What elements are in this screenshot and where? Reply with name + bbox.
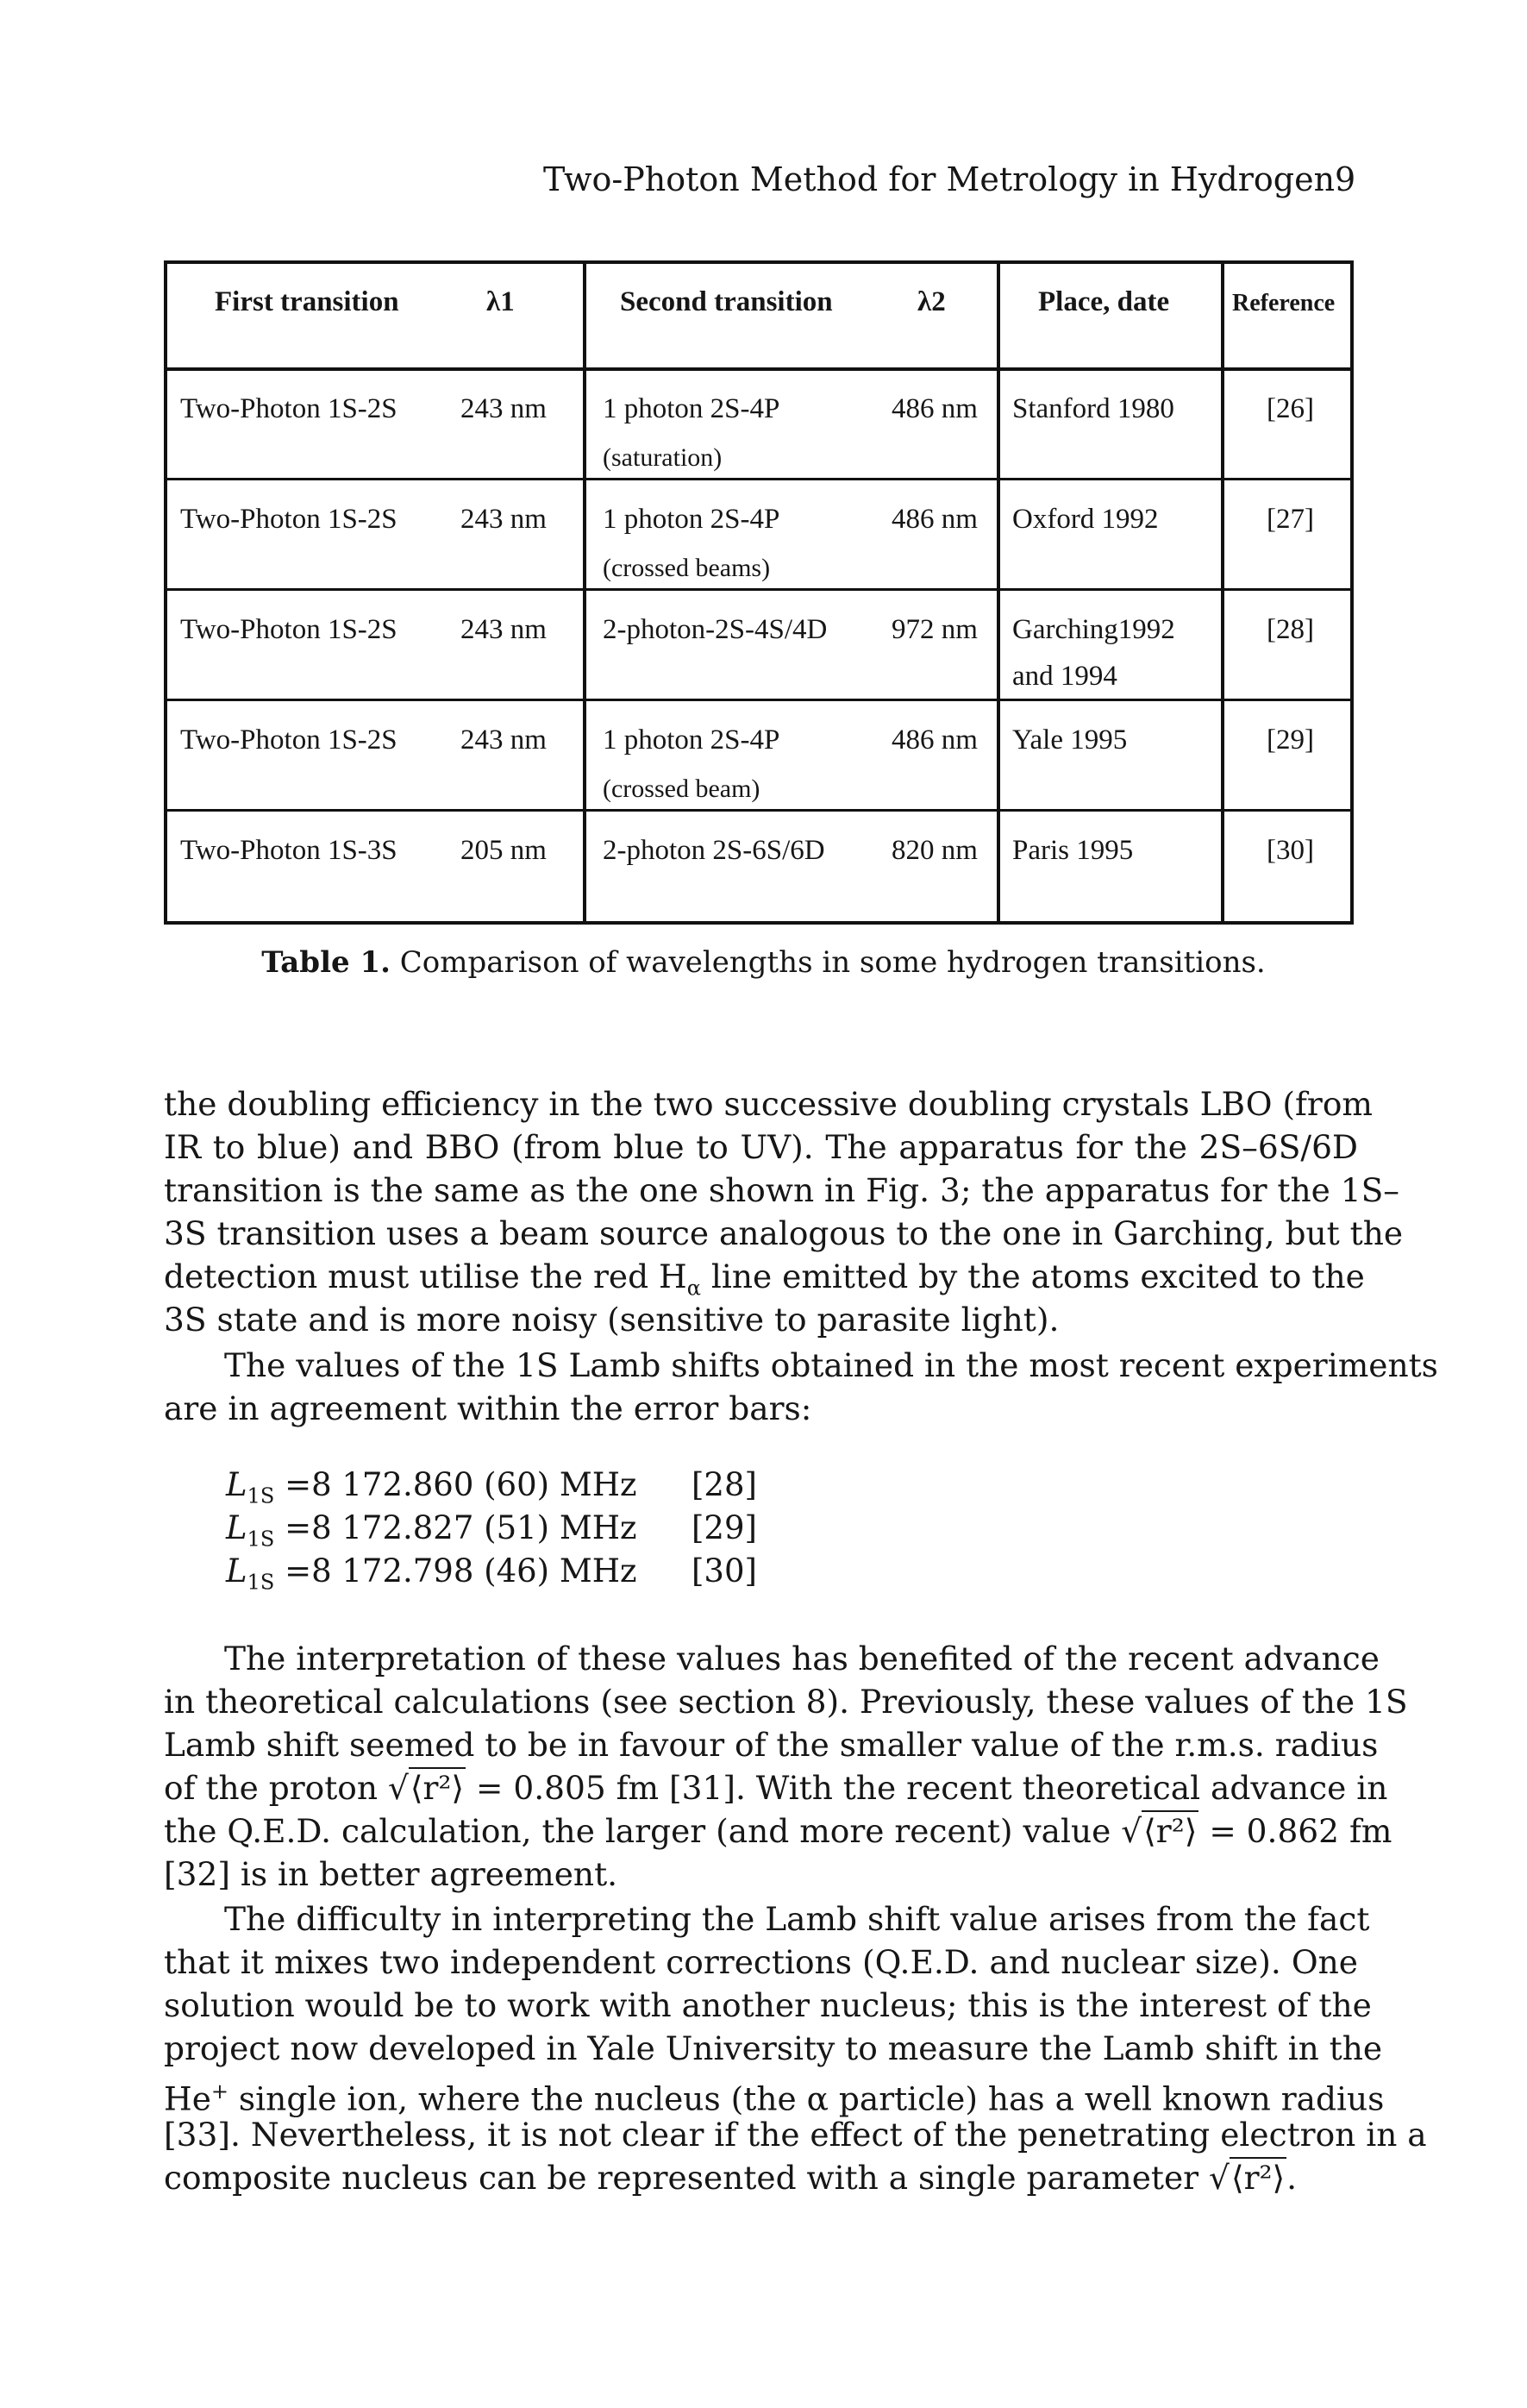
text-line: solution would be to work with another nucleus; this is the interest of the — [164, 1986, 1372, 2024]
rms-radius-symbol: ⟨r²⟩ — [1143, 1812, 1198, 1850]
subscript: α — [686, 1276, 701, 1301]
cell-first: Two-Photon 1S-2S — [180, 504, 397, 535]
text-line: the doubling efficiency in the two successive doubling crystals LBO (from — [164, 1085, 1373, 1123]
text-line: composite nucleus can be represented with a single parameter √⟨r²⟩. — [164, 2159, 1298, 2197]
eq-reference: [29] — [692, 1509, 757, 1546]
text-line: the Q.E.D. calculation, the larger (and more recent) value √⟨r²⟩ = 0.862 fm — [164, 1812, 1392, 1850]
text-line: [32] is in better agreement. — [164, 1855, 618, 1893]
cell-place: Garching1992 — [1012, 614, 1175, 645]
table-divider — [1221, 264, 1224, 921]
table-divider — [167, 809, 1350, 812]
cell-l2: 486 nm — [892, 724, 978, 756]
caption-text: Comparison of wavelengths in some hydrogen transitions. — [399, 945, 1266, 980]
text-line: 3S state and is more noisy (sensitive to parasite light). — [164, 1301, 1060, 1339]
text-line: in theoretical calculations (see section 8). Previously, these values of the 1S — [164, 1683, 1408, 1721]
cell-second: 2-photon 2S-6S/6D — [603, 835, 825, 866]
cell-l1: 243 nm — [460, 504, 547, 535]
text-line: project now developed in Yale University to measure the Lamb shift in the — [164, 2029, 1383, 2067]
paragraph-3 — [164, 1637, 1408, 1896]
text-fragment: single ion, where the nucleus (the α particle) has a well known radius — [228, 2079, 1385, 2118]
text-line: The difficulty in interpreting the Lamb shift value arises from the fact — [224, 1900, 1370, 1938]
eq-value: =8 172.798 (46) MHz — [285, 1552, 637, 1590]
text-fragment: He — [164, 2079, 211, 2118]
cell-l1: 243 nm — [460, 614, 547, 645]
eq-subscript: 1S — [247, 1570, 275, 1595]
cell-first: Two-Photon 1S-2S — [180, 393, 397, 424]
cell-l1: 243 nm — [460, 724, 547, 756]
rms-radius-symbol: ⟨r²⟩ — [410, 1769, 465, 1807]
running-title: Two-Photon Method for Metrology in Hydrogen — [543, 160, 1336, 198]
cell-l2: 820 nm — [892, 835, 978, 866]
text-line: that it mixes two independent corrections (Q.E.D. and nuclear size). One — [164, 1943, 1358, 1981]
paragraph-4 — [164, 1897, 1427, 2199]
caption-label: Table 1. — [261, 945, 391, 980]
text-line — [164, 2070, 1385, 2118]
eq-symbol: L — [226, 1509, 247, 1546]
text-fragment: = 0.805 fm [31]. With the recent theoretical advance in — [466, 1769, 1388, 1807]
cell-ref: [30] — [1267, 835, 1314, 866]
cell-l2: 972 nm — [892, 614, 978, 645]
cell-place-note: and 1994 — [1012, 661, 1117, 692]
text-line: 3S transition uses a beam source analogous to the one in Garching, but the — [164, 1214, 1404, 1252]
eq-symbol: L — [226, 1466, 247, 1503]
text-line — [164, 1255, 1365, 1301]
text-fragment: detection must utilise the red H — [164, 1257, 687, 1295]
eq-subscript: 1S — [247, 1527, 275, 1552]
header-reference: Reference — [1232, 290, 1336, 317]
cell-second: 1 photon 2S-4P — [603, 724, 780, 756]
cell-second-note: (saturation) — [603, 443, 723, 472]
cell-place: Oxford 1992 — [1012, 504, 1159, 535]
text-line: [33]. Nevertheless, it is not clear if the effect of the penetrating electron in a — [164, 2116, 1427, 2154]
header-lambda1: λ1 — [486, 286, 515, 317]
cell-ref: [26] — [1267, 393, 1314, 424]
page-number: 9 — [1335, 160, 1356, 198]
header-second-transition: Second transition — [620, 286, 833, 317]
text-line: The interpretation of these values has benefited of the recent advance — [224, 1640, 1380, 1677]
header-lambda2: λ2 — [917, 286, 946, 317]
cell-second-note: (crossed beam) — [603, 774, 760, 803]
cell-ref: [29] — [1267, 724, 1314, 756]
eq-symbol: L — [226, 1552, 247, 1590]
table-divider — [167, 478, 1350, 480]
table-divider — [997, 264, 1000, 921]
comparison-table — [164, 260, 1354, 925]
cell-first: Two-Photon 1S-3S — [180, 835, 397, 866]
eq-value: =8 172.860 (60) MHz — [285, 1466, 637, 1503]
table-caption — [0, 945, 1527, 980]
table-divider — [167, 367, 1350, 371]
running-header — [0, 160, 1527, 212]
text-fragment: . — [1286, 2159, 1298, 2197]
text-fragment: the Q.E.D. calculation, the larger (and more recent) value — [164, 1812, 1122, 1850]
cell-place: Yale 1995 — [1012, 724, 1128, 756]
text-fragment: = 0.862 fm — [1198, 1812, 1392, 1850]
cell-second: 1 photon 2S-4P — [603, 393, 780, 424]
cell-first: Two-Photon 1S-2S — [180, 724, 397, 756]
cell-first: Two-Photon 1S-2S — [180, 614, 397, 645]
text-fragment: line emitted by the atoms excited to the — [700, 1257, 1365, 1295]
text-line: Lamb shift seemed to be in favour of the smaller value of the r.m.s. radius — [164, 1726, 1379, 1764]
cell-second: 1 photon 2S-4P — [603, 504, 780, 535]
text-line: of the proton √⟨r²⟩ = 0.805 fm [31]. With the recent theoretical advance in — [164, 1769, 1388, 1807]
text-fragment: composite nucleus can be represented with a single parameter — [164, 2159, 1210, 2197]
cell-l2: 486 nm — [892, 393, 978, 424]
text-line: The values of the 1S Lamb shifts obtained in the most recent experiments — [224, 1346, 1438, 1384]
text-line: are in agreement within the error bars: — [164, 1389, 812, 1427]
text-line: transition is the same as the one shown in Fig. 3; the apparatus for the 1S– — [164, 1171, 1400, 1209]
cell-place: Stanford 1980 — [1012, 393, 1174, 424]
eq-reference: [30] — [692, 1552, 757, 1590]
header-place-date: Place, date — [1038, 286, 1170, 317]
table-divider — [167, 588, 1350, 591]
superscript: + — [210, 2079, 229, 2104]
cell-second: 2-photon-2S-4S/4D — [603, 614, 828, 645]
cell-l1: 205 nm — [460, 835, 547, 866]
paragraph-1 — [164, 1082, 1404, 1341]
eq-reference: [28] — [692, 1466, 757, 1503]
rms-radius-symbol: ⟨r²⟩ — [1230, 2159, 1286, 2197]
eq-value: =8 172.827 (51) MHz — [285, 1509, 637, 1546]
eq-subscript: 1S — [247, 1483, 275, 1508]
cell-ref: [28] — [1267, 614, 1314, 645]
cell-l1: 243 nm — [460, 393, 547, 424]
table-divider — [167, 699, 1350, 701]
table-divider — [583, 264, 586, 921]
cell-ref: [27] — [1267, 504, 1314, 535]
text-line: IR to blue) and BBO (from blue to UV). The apparatus for the 2S–6S/6D — [164, 1128, 1358, 1166]
paragraph-2 — [164, 1344, 1438, 1430]
cell-l2: 486 nm — [892, 504, 978, 535]
cell-second-note: (crossed beams) — [603, 554, 771, 582]
cell-place: Paris 1995 — [1012, 835, 1134, 866]
text-fragment: of the proton — [164, 1769, 388, 1807]
header-first-transition: First transition — [215, 286, 399, 317]
